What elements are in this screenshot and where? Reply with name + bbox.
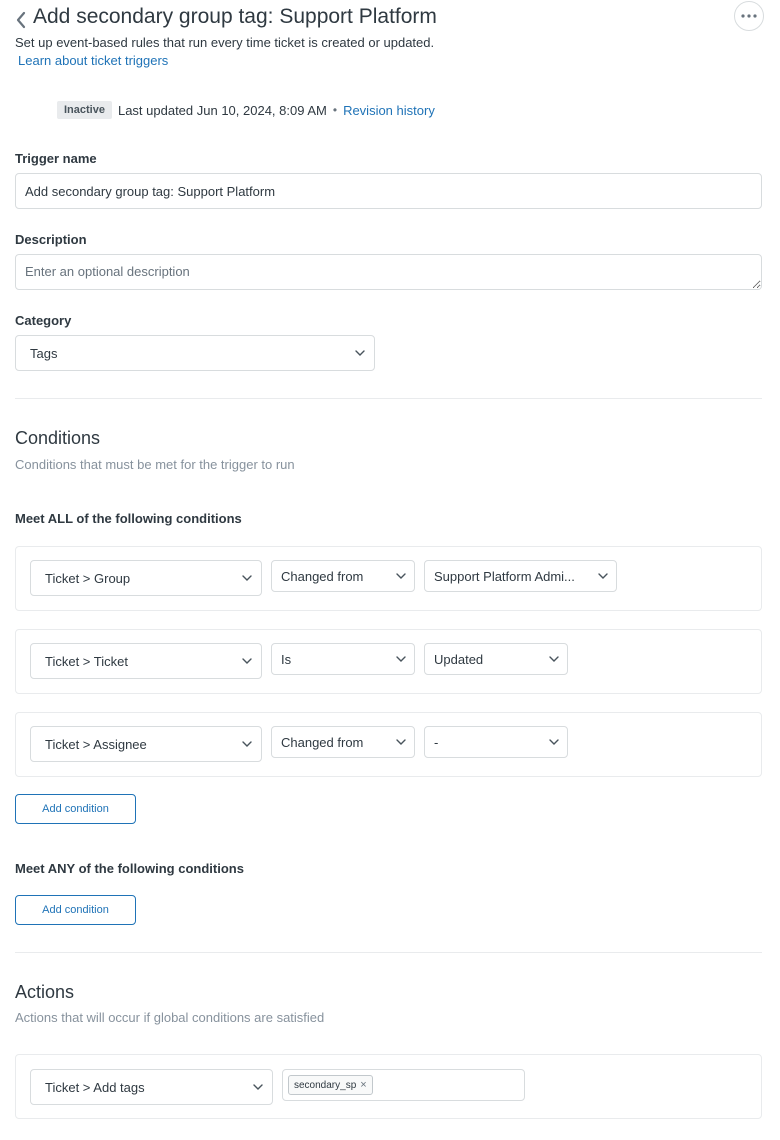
condition-field-select[interactable] [30, 643, 262, 679]
description-label: Description [15, 232, 87, 247]
action-field-value: Ticket > Add tags [45, 1079, 145, 1095]
separator-dot: • [332, 103, 338, 117]
condition-value-select[interactable] [424, 560, 617, 592]
chevron-down-icon [549, 654, 559, 664]
remove-tag-icon[interactable]: × [360, 1079, 367, 1091]
status-badge: Inactive [57, 101, 112, 119]
condition-field-select[interactable] [30, 560, 262, 596]
condition-value-text: Support Platform Admi... [434, 568, 575, 584]
condition-operator-select[interactable] [271, 726, 415, 758]
description-textarea[interactable] [15, 254, 762, 290]
chevron-down-icon [549, 737, 559, 747]
chevron-down-icon [396, 737, 406, 747]
category-label: Category [15, 313, 72, 328]
back-button[interactable] [14, 10, 28, 30]
chevron-down-icon [242, 739, 252, 749]
last-updated-text: Last updated Jun 10, 2024, 8:09 AM [117, 102, 327, 118]
actions-title: Actions [15, 982, 75, 1002]
trigger-name-input[interactable]: Add secondary group tag: Support Platform [15, 173, 762, 209]
page-subtitle: Set up event-based rules that run every time ticket is created or updated. [15, 35, 435, 50]
tags-input[interactable] [282, 1069, 525, 1101]
condition-field-value: Ticket > Ticket [45, 653, 128, 669]
tag-label: secondary_sp [294, 1079, 357, 1091]
chevron-down-icon [355, 348, 365, 358]
condition-row [15, 712, 762, 777]
learn-about-triggers-link[interactable]: Learn about ticket triggers [18, 53, 169, 68]
condition-value-select[interactable] [424, 643, 568, 675]
conditions-description: Conditions that must be met for the trigger to run [15, 457, 295, 472]
meet-all-title: Meet ALL of the following conditions [15, 511, 242, 526]
condition-value-text: - [434, 734, 439, 750]
condition-row [15, 629, 762, 694]
page-title: Add secondary group tag: Support Platform [33, 5, 437, 28]
condition-value-select[interactable] [424, 726, 568, 758]
category-value: Tags [30, 345, 58, 361]
condition-operator-value: Changed from [281, 568, 364, 584]
chevron-down-icon [242, 656, 252, 666]
status-row [57, 100, 435, 120]
chevron-down-icon [242, 573, 252, 583]
condition-operator-select[interactable] [271, 643, 415, 675]
chevron-left-icon [15, 11, 27, 29]
actions-description: Actions that will occur if global conditions are satisfied [15, 1010, 325, 1025]
more-options-button[interactable] [734, 1, 764, 31]
chevron-down-icon [598, 571, 608, 581]
condition-field-select[interactable] [30, 726, 262, 762]
category-select[interactable] [15, 335, 375, 371]
action-row [15, 1054, 762, 1119]
add-condition-any-button[interactable]: Add condition [15, 895, 136, 925]
condition-row [15, 546, 762, 611]
trigger-name-label: Trigger name [15, 151, 97, 166]
revision-history-link[interactable]: Revision history [343, 102, 435, 118]
chevron-down-icon [396, 571, 406, 581]
tag-chip [288, 1075, 373, 1095]
condition-value-text: Updated [434, 651, 484, 667]
chevron-down-icon [253, 1082, 263, 1092]
condition-field-value: Ticket > Assignee [45, 736, 147, 752]
condition-operator-select[interactable] [271, 560, 415, 592]
divider [15, 398, 762, 399]
condition-field-value: Ticket > Group [45, 570, 131, 586]
chevron-down-icon [396, 654, 406, 664]
add-condition-all-button[interactable]: Add condition [15, 794, 136, 824]
action-field-select[interactable] [30, 1069, 273, 1105]
condition-operator-value: Is [281, 651, 292, 667]
condition-operator-value: Changed from [281, 734, 364, 750]
conditions-title: Conditions [15, 428, 101, 448]
meet-any-title: Meet ANY of the following conditions [15, 861, 244, 876]
more-horizontal-icon [741, 14, 757, 18]
divider [15, 952, 762, 953]
